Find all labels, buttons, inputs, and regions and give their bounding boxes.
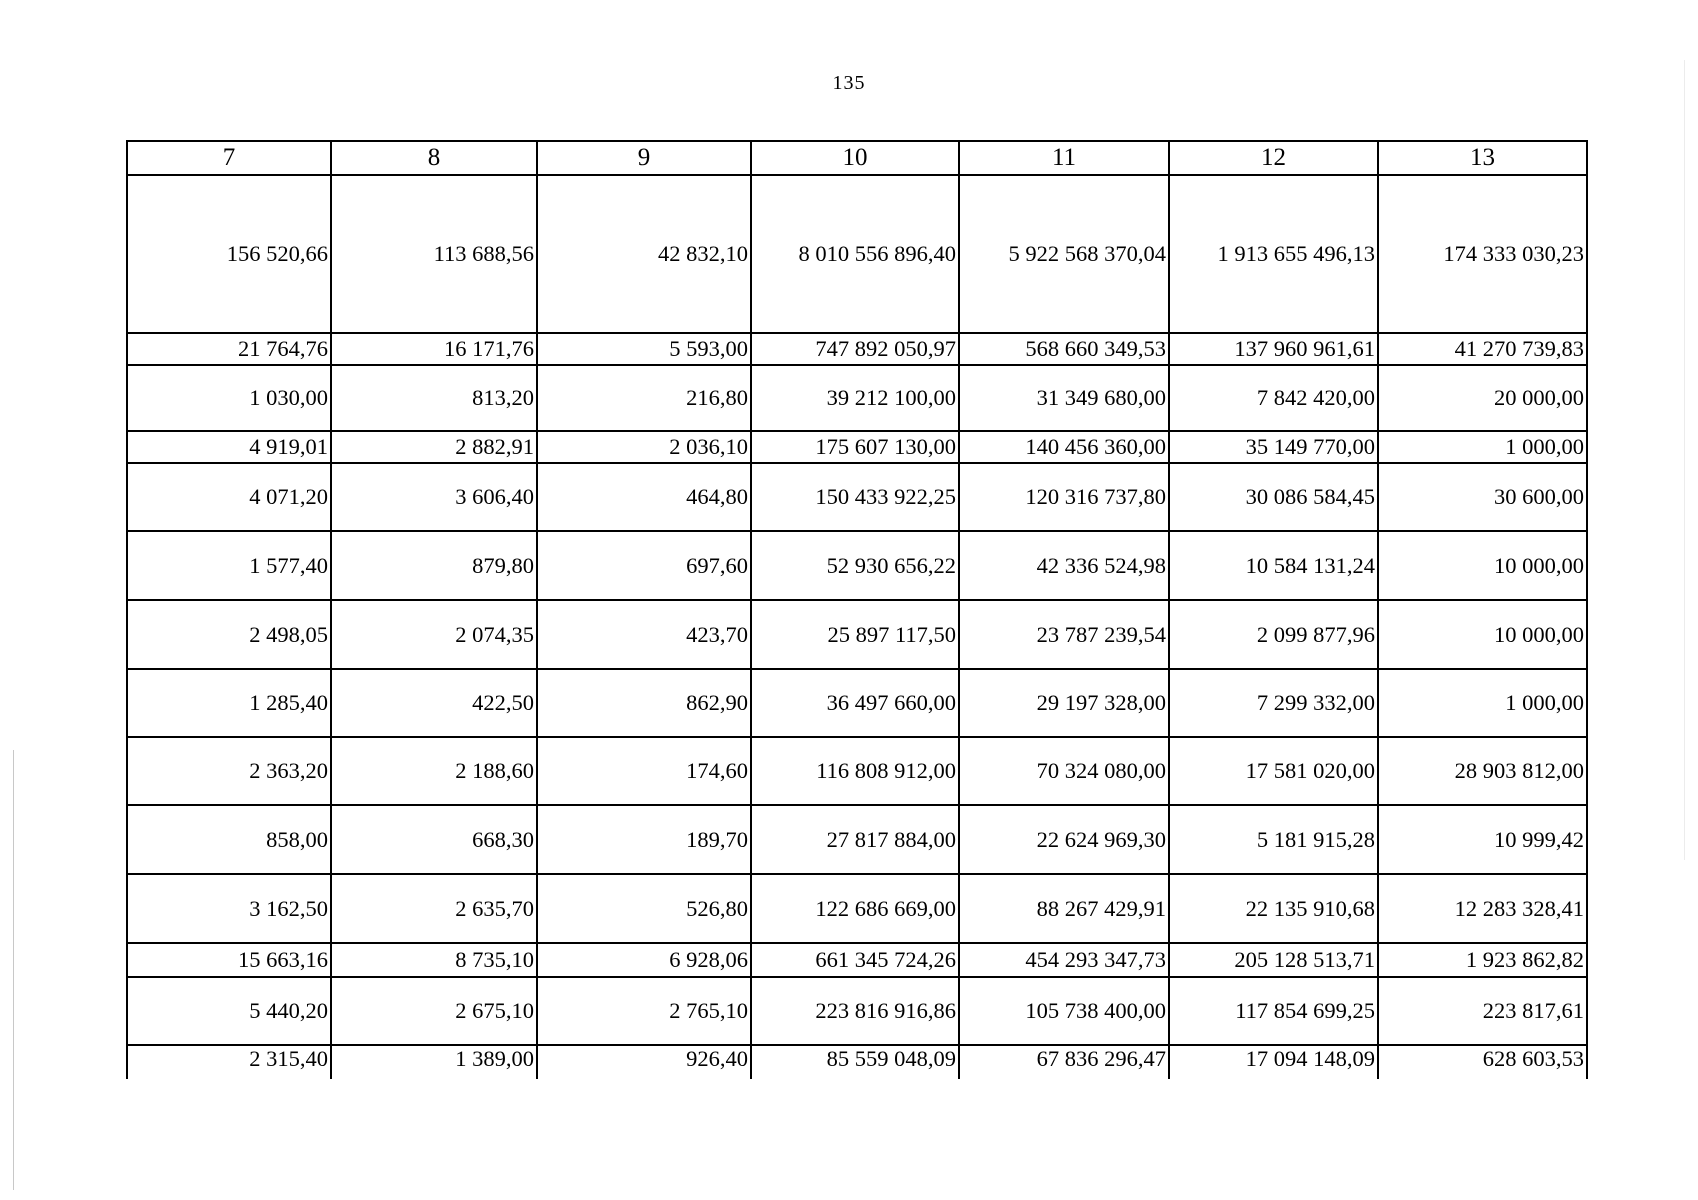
table-row: [127, 463, 1587, 531]
table-cell: 10 000,00: [1378, 600, 1587, 669]
column-header: 12: [1169, 141, 1378, 175]
table-cell: 858,00: [127, 805, 331, 874]
table-cell: 2 099 877,96: [1169, 600, 1378, 669]
table-cell: 5 181 915,28: [1169, 805, 1378, 874]
table-row: [127, 874, 1587, 943]
table-row: [127, 669, 1587, 737]
table-cell: 2 882,91: [331, 431, 537, 463]
table-cell: 10 000,00: [1378, 531, 1587, 600]
table-cell: 122 686 669,00: [751, 874, 959, 943]
table-row: [127, 737, 1587, 805]
table-cell: 926,40: [537, 1045, 751, 1079]
table-cell: 42 336 524,98: [959, 531, 1169, 600]
table-cell: 35 149 770,00: [1169, 431, 1378, 463]
table-cell: 15 663,16: [127, 943, 331, 977]
table-cell: 31 349 680,00: [959, 365, 1169, 431]
table-cell: 223 817,61: [1378, 977, 1587, 1045]
table-cell: 747 892 050,97: [751, 333, 959, 365]
column-header: 7: [127, 141, 331, 175]
table-row: [127, 365, 1587, 431]
table-cell: 67 836 296,47: [959, 1045, 1169, 1079]
table-cell: 1 913 655 496,13: [1169, 175, 1378, 333]
table-cell: 85 559 048,09: [751, 1045, 959, 1079]
table-cell: 120 316 737,80: [959, 463, 1169, 531]
table-cell: 2 036,10: [537, 431, 751, 463]
table-row: [127, 431, 1587, 463]
table-cell: 2 765,10: [537, 977, 751, 1045]
table-cell: 4 071,20: [127, 463, 331, 531]
table-cell: 116 808 912,00: [751, 737, 959, 805]
table-cell: 1 030,00: [127, 365, 331, 431]
table-cell: 174,60: [537, 737, 751, 805]
table-cell: 36 497 660,00: [751, 669, 959, 737]
table-cell: 2 315,40: [127, 1045, 331, 1079]
table-cell: 22 135 910,68: [1169, 874, 1378, 943]
table-cell: 41 270 739,83: [1378, 333, 1587, 365]
table-cell: 140 456 360,00: [959, 431, 1169, 463]
page-number: 135: [832, 72, 866, 94]
table-cell: 2 074,35: [331, 600, 537, 669]
table-cell: 39 212 100,00: [751, 365, 959, 431]
table-row: [127, 531, 1587, 600]
table-cell: 526,80: [537, 874, 751, 943]
table-cell: 697,60: [537, 531, 751, 600]
table-cell: 2 635,70: [331, 874, 537, 943]
table-header-row: [127, 141, 1587, 175]
table-cell: 813,20: [331, 365, 537, 431]
table-cell: 10 584 131,24: [1169, 531, 1378, 600]
table-cell: 70 324 080,00: [959, 737, 1169, 805]
table-cell: 156 520,66: [127, 175, 331, 333]
table-cell: 2 675,10: [331, 977, 537, 1045]
table-row: [127, 1045, 1587, 1079]
table-cell: 223 816 916,86: [751, 977, 959, 1045]
data-table: [126, 140, 1588, 1079]
table-cell: 5 922 568 370,04: [959, 175, 1169, 333]
column-header: 13: [1378, 141, 1587, 175]
table-cell: 174 333 030,23: [1378, 175, 1587, 333]
table-cell: 8 735,10: [331, 943, 537, 977]
table-cell: 20 000,00: [1378, 365, 1587, 431]
column-header: 10: [751, 141, 959, 175]
scan-edge-mark: [1684, 60, 1685, 860]
table-cell: 88 267 429,91: [959, 874, 1169, 943]
table-cell: 12 283 328,41: [1378, 874, 1587, 943]
table-cell: 113 688,56: [331, 175, 537, 333]
table-cell: 175 607 130,00: [751, 431, 959, 463]
table-row: [127, 943, 1587, 977]
table-cell: 21 764,76: [127, 333, 331, 365]
column-header: 11: [959, 141, 1169, 175]
table-cell: 10 999,42: [1378, 805, 1587, 874]
table-cell: 52 930 656,22: [751, 531, 959, 600]
table-cell: 30 600,00: [1378, 463, 1587, 531]
table-cell: 216,80: [537, 365, 751, 431]
table-row: [127, 977, 1587, 1045]
table-cell: 7 299 332,00: [1169, 669, 1378, 737]
table-cell: 137 960 961,61: [1169, 333, 1378, 365]
table-cell: 23 787 239,54: [959, 600, 1169, 669]
table-cell: 2 188,60: [331, 737, 537, 805]
table-cell: 5 440,20: [127, 977, 331, 1045]
table-row: [127, 805, 1587, 874]
table-cell: 661 345 724,26: [751, 943, 959, 977]
table-cell: 1 923 862,82: [1378, 943, 1587, 977]
table-cell: 668,30: [331, 805, 537, 874]
column-header: 8: [331, 141, 537, 175]
table-row: [127, 333, 1587, 365]
table-cell: 27 817 884,00: [751, 805, 959, 874]
table-cell: 1 000,00: [1378, 669, 1587, 737]
table-cell: 17 094 148,09: [1169, 1045, 1378, 1079]
table-cell: 1 577,40: [127, 531, 331, 600]
table-cell: 205 128 513,71: [1169, 943, 1378, 977]
table-cell: 8 010 556 896,40: [751, 175, 959, 333]
table-cell: 150 433 922,25: [751, 463, 959, 531]
table-cell: 22 624 969,30: [959, 805, 1169, 874]
scan-edge-mark: [13, 750, 14, 1190]
table-cell: 17 581 020,00: [1169, 737, 1378, 805]
table-cell: 7 842 420,00: [1169, 365, 1378, 431]
table-cell: 2 363,20: [127, 737, 331, 805]
table-cell: 879,80: [331, 531, 537, 600]
table-cell: 464,80: [537, 463, 751, 531]
table-cell: 16 171,76: [331, 333, 537, 365]
table-cell: 628 603,53: [1378, 1045, 1587, 1079]
table-cell: 862,90: [537, 669, 751, 737]
table-cell: 28 903 812,00: [1378, 737, 1587, 805]
column-header: 9: [537, 141, 751, 175]
table-cell: 6 928,06: [537, 943, 751, 977]
table-cell: 189,70: [537, 805, 751, 874]
table-row: [127, 175, 1587, 333]
table-cell: 30 086 584,45: [1169, 463, 1378, 531]
table-cell: 105 738 400,00: [959, 977, 1169, 1045]
table-cell: 423,70: [537, 600, 751, 669]
table-cell: 2 498,05: [127, 600, 331, 669]
table-cell: 117 854 699,25: [1169, 977, 1378, 1045]
table-cell: 1 389,00: [331, 1045, 537, 1079]
table-cell: 568 660 349,53: [959, 333, 1169, 365]
table-cell: 29 197 328,00: [959, 669, 1169, 737]
table-cell: 1 285,40: [127, 669, 331, 737]
table-cell: 25 897 117,50: [751, 600, 959, 669]
table-cell: 5 593,00: [537, 333, 751, 365]
table-row: [127, 600, 1587, 669]
table-cell: 422,50: [331, 669, 537, 737]
table-cell: 454 293 347,73: [959, 943, 1169, 977]
table-cell: 3 606,40: [331, 463, 537, 531]
table-cell: 42 832,10: [537, 175, 751, 333]
table-cell: 1 000,00: [1378, 431, 1587, 463]
table-cell: 4 919,01: [127, 431, 331, 463]
table-cell: 3 162,50: [127, 874, 331, 943]
